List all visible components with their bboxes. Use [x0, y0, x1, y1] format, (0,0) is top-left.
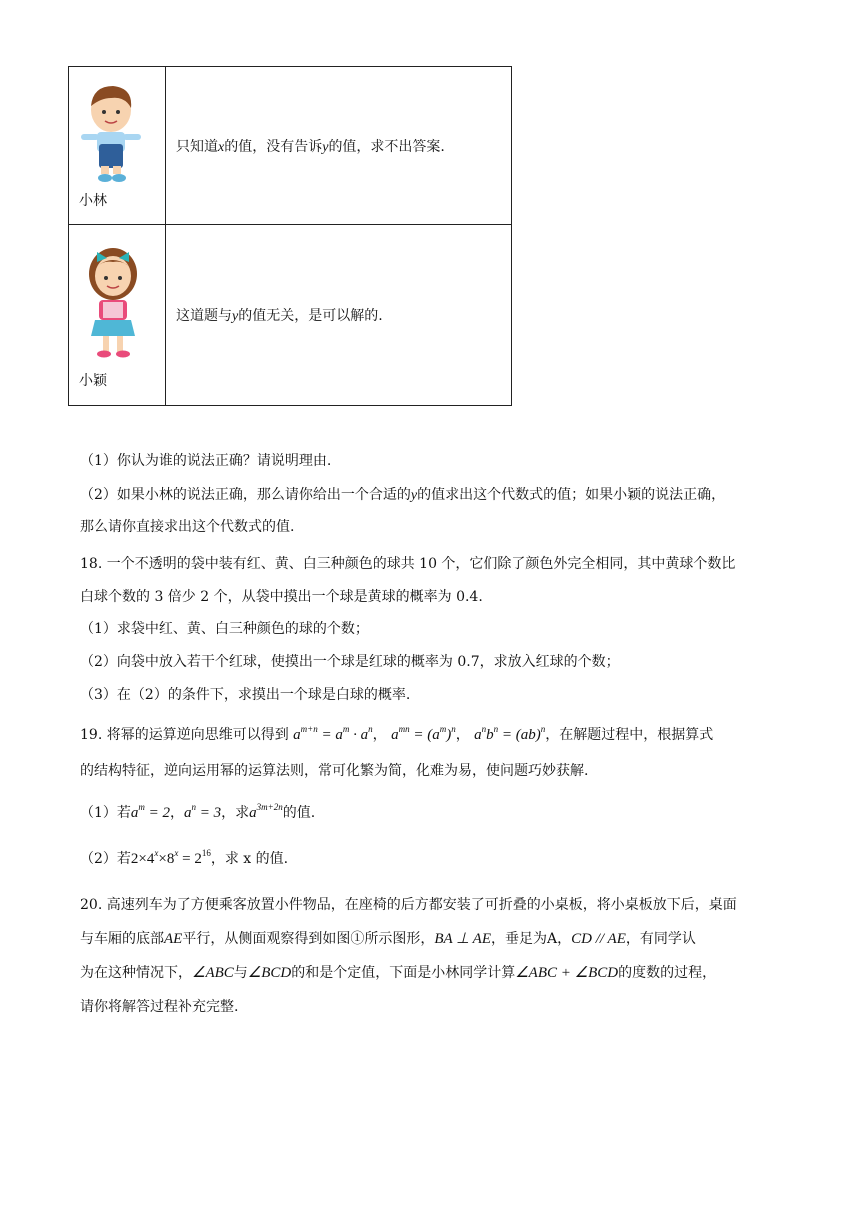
q20-stem-line1: 20. 高速列车为了方便乘客放置小件物品，在座椅的后方都安装了可折叠的小桌板，将小桌板放下后，桌面	[80, 897, 737, 913]
character-cell	[69, 225, 166, 406]
character-name: 小林	[79, 192, 107, 209]
q18-stem-line2: 白球个数的 3 倍少 2 个，从袋中摸出一个球是黄球的概率为 0.4.	[80, 589, 483, 605]
q19-stem-line1: 19. 将幂的运算逆向思维可以得到 $a^{m+n} = a^m \cdot a^n$， $a^{mn} = (a^m)^n$， $a^nb^n = (ab)^n$，在解题过程中，根据算式	[80, 724, 714, 743]
formula-power-of-power: $a^{mn} = (a^m)^n$	[391, 724, 456, 743]
character-name: 小颖	[79, 373, 107, 390]
q18-part2: （2）向袋中放入若干个红球，使摸出一个球是红球的概率为 0.7，求放入红球的个数；	[80, 654, 620, 670]
q20-stem-line3: 为在这种情况下，∠ABC与∠BCD的和是个定值，下面是小林同学计算∠ABC + ∠BCD的度数的过程，	[80, 965, 717, 981]
dialog-table	[68, 66, 512, 406]
q19-stem-line2: 的结构特征，逆向运用幂的运算法则，常可化繁为简，化难为易，使问题巧妙获解.	[80, 763, 589, 779]
character-cell	[69, 67, 166, 225]
table-row	[69, 67, 512, 225]
formula-equation: $2\times 4^x\times 8^x = 2^{16}$	[130, 848, 211, 867]
girl-illustration	[77, 238, 157, 368]
q20-stem-line4: 请你将解答过程补充完整.	[80, 999, 239, 1015]
q19-part1: （1）若$a^m = 2$，$a^n = 3$，求$a^{3m+2n}$的值.	[80, 802, 316, 821]
q20-stem-line2: 与车厢的底部AE平行，从侧面观察得到如图①所示图形，BA ⊥ AE，垂足为A，CD // AE，有同学认	[80, 931, 696, 947]
q18-part3: （3）在（2）的条件下，求摸出一个球是白球的概率.	[80, 687, 411, 703]
formula-am: $a^m = 2$	[130, 802, 171, 821]
q18-part1: （1）求袋中红、黄、白三种颜色的球的个数；	[80, 621, 369, 637]
table-row	[69, 225, 512, 406]
speech-cell: 只知道x的值，没有告诉y的值，求不出答案.	[166, 67, 512, 225]
q19-part2: （2）若$2\times 4^x\times 8^x = 2^{16}$，求 x 的值.	[80, 848, 289, 867]
q18-stem-line1: 18. 一个不透明的袋中装有红、黄、白三种颜色的球共 10 个，它们除了颜色外完全相同，其中黄球个数比	[80, 556, 736, 572]
q17-part1: （1）你认为谁的说法正确？请说明理由.	[80, 453, 332, 469]
formula-power-product: $a^{m+n} = a^m \cdot a^n$	[293, 724, 373, 743]
formula-product-power: $a^nb^n = (ab)^n$	[474, 724, 546, 743]
boy-illustration	[77, 78, 157, 188]
q17-part2-cont: 那么请你直接求出这个代数式的值.	[80, 519, 295, 535]
formula-an: $a^n = 3$	[184, 802, 222, 821]
formula-target: $a^{3m+2n}$	[249, 802, 283, 821]
speech-cell: 这道题与y的值无关，是可以解的.	[166, 225, 512, 406]
q17-part2: （2）如果小林的说法正确，那么请你给出一个合适的y的值求出这个代数式的值；如果小颖的说法正确，	[80, 487, 726, 503]
